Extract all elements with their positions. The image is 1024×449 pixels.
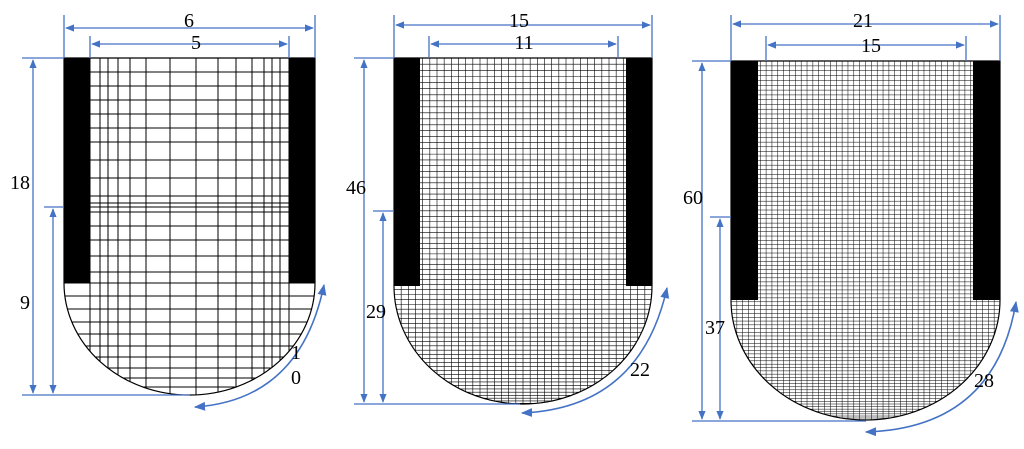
- width-label-coarse: 6: [184, 10, 194, 32]
- arc-arrow-fine: [866, 302, 1016, 432]
- width-label-fine: 21: [853, 10, 873, 32]
- width-label-medium: 15: [509, 10, 529, 32]
- wall-left-fine: [731, 61, 758, 300]
- panel-medium: [346, 10, 667, 413]
- arc-label-coarse-0: 0: [291, 367, 301, 389]
- lower-height-label-coarse: 9: [20, 292, 30, 314]
- mesh-grid-medium: [394, 58, 652, 405]
- height-label-medium: 46: [346, 177, 366, 199]
- height-label-fine: 60: [683, 187, 703, 209]
- dim-height-fine: [692, 61, 866, 421]
- lower-height-label-medium: 29: [366, 301, 386, 323]
- grid3-lines: [731, 61, 1000, 421]
- mesh-grid-fine: [731, 61, 1000, 421]
- panel-fine: [683, 10, 1016, 432]
- mesh-grid-coarse: [64, 58, 315, 400]
- wall-left-coarse: [64, 58, 90, 283]
- height-label-coarse: 18: [10, 172, 30, 194]
- dim-inner-width-coarse: [90, 36, 289, 58]
- inner-width-label-medium: 11: [514, 32, 534, 54]
- wall-right-coarse: [289, 58, 315, 283]
- dim-lower-height-coarse: [44, 207, 64, 393]
- lower-height-label-fine: 37: [705, 317, 725, 339]
- wall-right-fine: [973, 61, 1000, 300]
- panel-coarse: [10, 10, 324, 407]
- arc-label-medium: 22: [630, 359, 650, 381]
- arc-label-coarse-1: 1: [291, 342, 301, 364]
- inner-width-label-fine: 15: [861, 35, 881, 57]
- wall-left-medium: [394, 58, 420, 286]
- grid1-lines: [64, 58, 315, 400]
- inner-width-label-coarse: 5: [191, 32, 201, 54]
- arc-label-fine: 28: [974, 370, 994, 392]
- wall-right-medium: [626, 58, 652, 286]
- grid2-lines: [394, 58, 652, 405]
